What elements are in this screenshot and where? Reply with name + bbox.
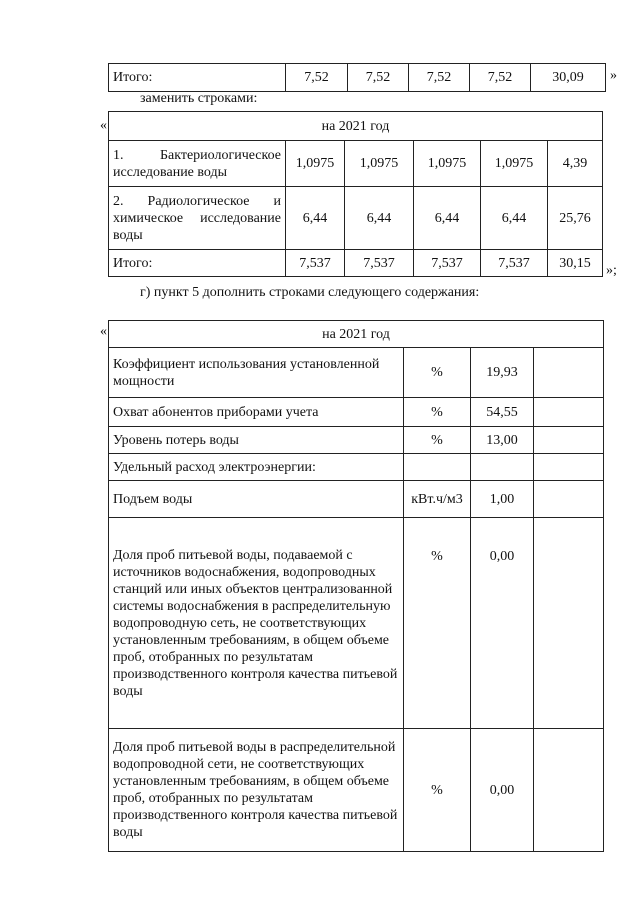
value-cell: 6,44 <box>345 187 414 250</box>
empty-cell <box>534 518 604 729</box>
year-header: на 2021 год <box>109 112 603 141</box>
indicator-name: Удельный расход электроэнергии: <box>109 454 404 481</box>
value-cell: 6,44 <box>286 187 345 250</box>
table-row <box>109 481 604 518</box>
table-row <box>109 398 604 427</box>
table-row <box>109 250 603 277</box>
table-row <box>109 64 606 92</box>
value-cell: 7,537 <box>345 250 414 277</box>
table-header-row <box>109 112 603 141</box>
indicators-table <box>108 320 604 852</box>
total-value-cell: 4,39 <box>548 141 603 187</box>
empty-cell <box>534 454 604 481</box>
table-row <box>109 141 603 187</box>
value-cell: 19,93 <box>471 348 534 398</box>
unit-cell: % <box>404 729 471 852</box>
table-row <box>109 187 603 250</box>
value-cell: 1,0975 <box>345 141 414 187</box>
value-cell: 7,52 <box>286 64 348 92</box>
open-quote: « <box>100 324 107 339</box>
table-row <box>109 454 604 481</box>
value-cell: 6,44 <box>414 187 481 250</box>
indicator-name: Коэффициент использования установленной мощности <box>109 348 404 398</box>
open-quote: « <box>100 118 107 133</box>
unit-cell <box>404 454 471 481</box>
indicator-name: Доля проб питьевой воды, подаваемой с источников водоснабжения, водопроводных станций или иных объектов централизованной системы водоснабжения в распределительную водопроводную сеть, не соответствующих установленным требованиям, в общем объеме проб, отобранных по результатам производственного контроля качества питьевой воды <box>109 518 404 729</box>
value-cell: 0,00 <box>471 518 534 729</box>
total-label: Итого: <box>109 250 286 277</box>
close-quote: » <box>610 68 617 83</box>
value-cell: 54,55 <box>471 398 534 427</box>
table-header-row <box>109 321 604 348</box>
table-row <box>109 427 604 454</box>
value-cell: 1,00 <box>471 481 534 518</box>
total-label: Итого: <box>109 64 286 92</box>
table-row <box>109 348 604 398</box>
empty-cell <box>534 427 604 454</box>
table-row <box>109 518 604 729</box>
close-quote: »; <box>606 263 617 278</box>
value-cell: 7,52 <box>409 64 470 92</box>
value-cell: 6,44 <box>481 187 548 250</box>
unit-cell: % <box>404 348 471 398</box>
empty-cell <box>534 348 604 398</box>
value-cell: 7,537 <box>414 250 481 277</box>
unit-cell: кВт.ч/м3 <box>404 481 471 518</box>
empty-cell <box>534 729 604 852</box>
unit-cell: % <box>404 518 471 729</box>
indicator-name: Подъем воды <box>109 481 404 518</box>
indicator-name: Уровень потерь воды <box>109 427 404 454</box>
year-header: на 2021 год <box>109 321 604 348</box>
empty-cell <box>534 398 604 427</box>
total-value-cell: 30,09 <box>531 64 606 92</box>
value-cell: 1,0975 <box>414 141 481 187</box>
value-cell: 0,00 <box>471 729 534 852</box>
total-value-cell: 25,76 <box>548 187 603 250</box>
value-cell: 7,537 <box>481 250 548 277</box>
row-label: 2. Радиологическое и химическое исследование воды <box>109 187 286 250</box>
replacement-table <box>108 111 603 277</box>
replace-instruction: заменить строками: <box>140 91 258 106</box>
indicator-name: Доля проб питьевой воды в распределительной водопроводной сети, не соответствующих установленным требованиям, в общем объеме проб, отобранных по результатам производственного контроля качества питьевой воды <box>109 729 404 852</box>
value-cell: 7,52 <box>348 64 409 92</box>
total-row-table-old <box>108 63 606 92</box>
unit-cell: % <box>404 398 471 427</box>
total-value-cell: 30,15 <box>548 250 603 277</box>
value-cell: 7,537 <box>286 250 345 277</box>
unit-cell: % <box>404 427 471 454</box>
value-cell: 1,0975 <box>481 141 548 187</box>
value-cell: 1,0975 <box>286 141 345 187</box>
row-label: 1. Бактериологическое исследование воды <box>109 141 286 187</box>
value-cell: 13,00 <box>471 427 534 454</box>
value-cell <box>471 454 534 481</box>
indicator-name: Охват абонентов приборами учета <box>109 398 404 427</box>
table-row <box>109 729 604 852</box>
point-instruction: г) пункт 5 дополнить строками следующего содержания: <box>140 285 480 300</box>
empty-cell <box>534 481 604 518</box>
value-cell: 7,52 <box>470 64 531 92</box>
